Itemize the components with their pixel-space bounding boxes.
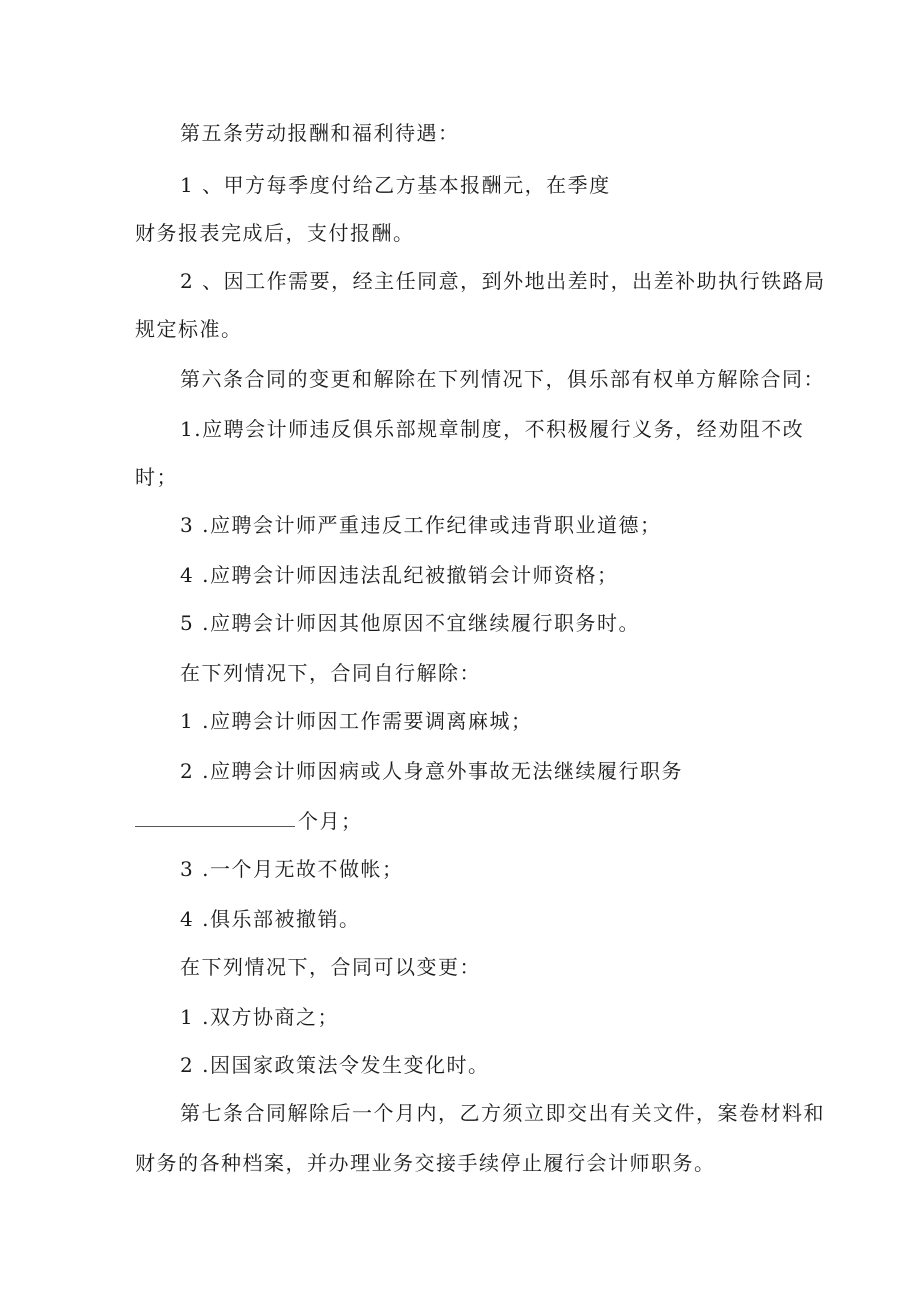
auto-terminate-item-4: 4 .俱乐部被撤销。 (180, 907, 361, 931)
article-5-item-1-continued: 财务报表完成后，支付报酬。 (135, 221, 415, 245)
article-5-heading: 第五条劳动报酬和福利待遇： (180, 121, 460, 145)
auto-terminate-item-2: 2 .应聘会计师因病或人身意外事故无法继续履行职务 (180, 759, 683, 783)
auto-terminate-item-3: 3 .一个月无故不做帐； (180, 857, 404, 881)
article-6-item-4: 4 .应聘会计师因违法乱纪被撤销会计师资格； (180, 563, 619, 587)
auto-terminate-heading: 在下列情况下，合同自行解除： (180, 661, 481, 685)
article-5-item-2: 2 、因工作需要，经主任同意，到外地出差时，出差补助执行铁路局 (180, 269, 826, 293)
change-item-1: 1 .双方协商之； (180, 1005, 339, 1029)
auto-terminate-item-2-continued: 个月； (298, 809, 363, 833)
article-6-heading: 第六条合同的变更和解除在下列情况下，俱乐部有权单方解除合同： (180, 367, 825, 391)
article-5-item-1: 1 、甲方每季度付给乙方基本报酬元，在季度 (180, 173, 611, 197)
article-7-paragraph: 第七条合同解除后一个月内，乙方须立即交出有关文件，案卷材料和 (180, 1101, 825, 1125)
article-6-item-1-continued: 时； (135, 465, 178, 489)
article-6-item-3: 3 .应聘会计师严重违反工作纪律或违背职业道德； (180, 513, 662, 537)
change-heading: 在下列情况下，合同可以变更： (180, 955, 481, 979)
article-5-item-2-continued: 规定标准。 (135, 317, 243, 341)
fill-in-blank-line (135, 826, 295, 827)
change-item-2: 2 .因国家政策法令发生变化时。 (180, 1053, 490, 1077)
article-7-paragraph-continued: 财务的各种档案，并办理业务交接手续停止履行会计师职务。 (135, 1151, 716, 1175)
article-6-item-5: 5 .应聘会计师因其他原因不宜继续履行职务时。 (180, 611, 640, 635)
auto-terminate-item-1: 1 .应聘会计师因工作需要调离麻城； (180, 709, 533, 733)
article-6-item-1: 1.应聘会计师违反俱乐部规章制度，不积极履行义务，经劝阻不改 (180, 417, 805, 441)
